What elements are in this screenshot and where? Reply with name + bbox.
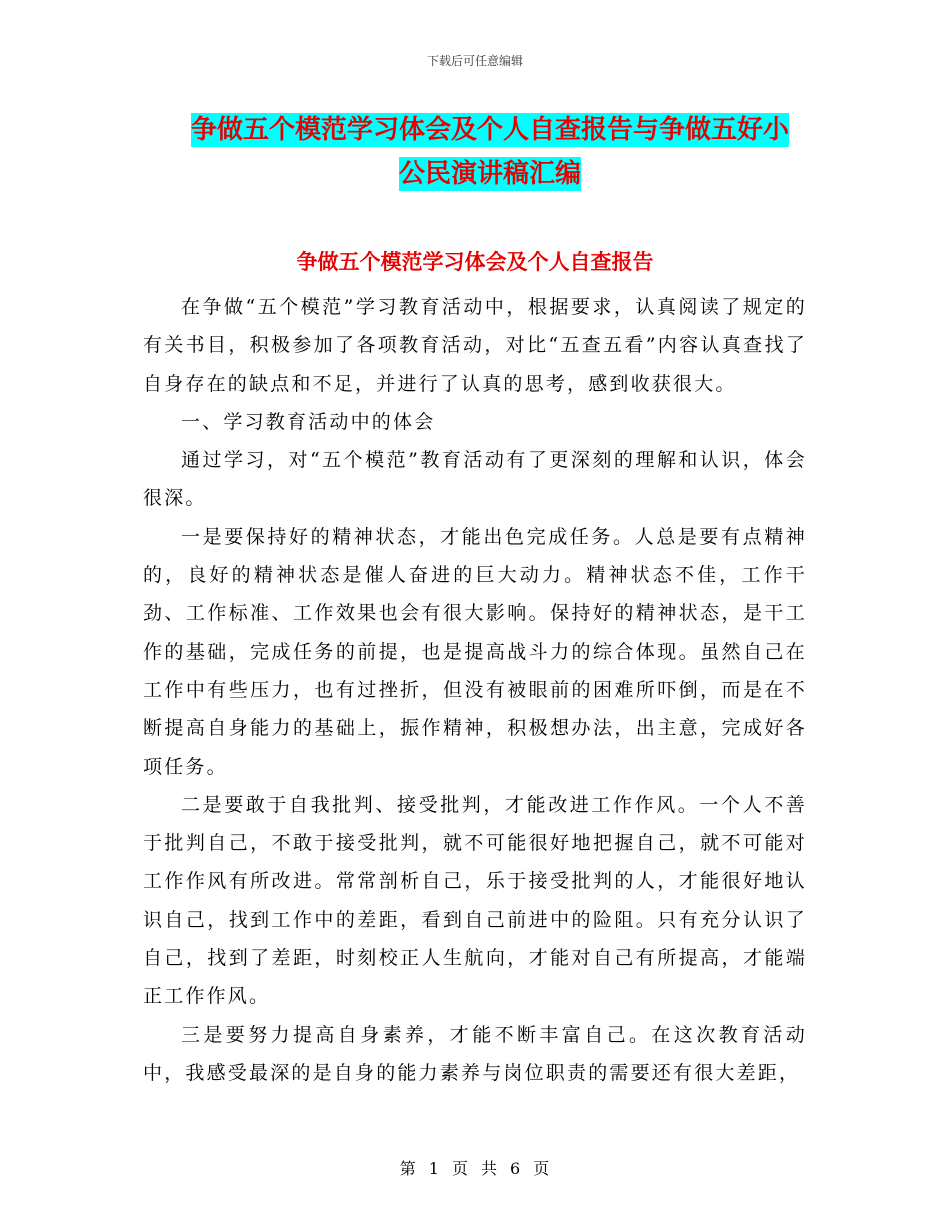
section-title: 争做五个模范学习体会及个人自查报告 [296,250,654,274]
footer-total-prefix: 共 [481,1159,499,1178]
footer-mid: 页 [451,1159,469,1178]
footer-suffix: 页 [533,1159,551,1178]
title-line-2: 公民演讲稿汇编 [398,159,581,189]
paragraph: 三是要努力提高自身素养，才能不断丰富自己。在这次教育活动中，我感受最深的是自身的能力素养与岗位职责的需要还有很大差距， [143,1023,807,1084]
footer-prefix: 第 [399,1159,417,1178]
paragraph: 在争做“五个模范”学习教育活动中，根据要求，认真阅读了规定的有关书目，积极参加了各项教育活动，对比“五查五看”内容认真查找了自身存在的缺点和不足，并进行了认真的思考，感到收获很大。 [143,296,807,395]
document-body [143,288,807,1092]
title-line-1: 争做五个模范学习体会及个人自查报告与争做五好小 [190,115,789,145]
header-note: 下载后可任意编辑 [426,54,523,68]
document-title [140,108,840,196]
paragraph: 一是要保持好的精神状态，才能出色完成任务。人总是要有点精神的，良好的精神状态是催人奋进的巨大动力。精神状态不佳，工作干劲、工作标准、工作效果也会有很大影响。保持好的精神状态，是干工作的基础，完成任务的前提，也是提高战斗力的综合体现。虽然自己在工作中有些压力，也有过挫折，但没有被眼前的困难所吓倒，而是在不断提高自身能力的基础上，振作精神，积极想办法，出主意，完成好各项任务。 [143,525,807,778]
paragraph: 二是要敢于自我批判、接受批判，才能改进工作作风。一个人不善于批判自己，不敢于接受批判，就不可能很好地把握自己，就不可能对工作作风有所改进。常常剖析自己，乐于接受批判的人，才能很好地认识自己，找到工作中的差距，看到自己前进中的险阻。只有充分认识了自己，找到了差距，时刻校正人生航向，才能对自己有所提高，才能端正工作作风。 [143,793,807,1008]
paragraph-heading: 一、学习教育活动中的体会 [181,410,436,433]
current-page-number: 1 [428,1159,440,1178]
page-footer [0,1156,950,1179]
paragraph: 通过学习，对“五个模范”教育活动有了更深刻的理解和认识，体会很深。 [143,449,807,510]
total-page-number: 6 [510,1159,522,1178]
